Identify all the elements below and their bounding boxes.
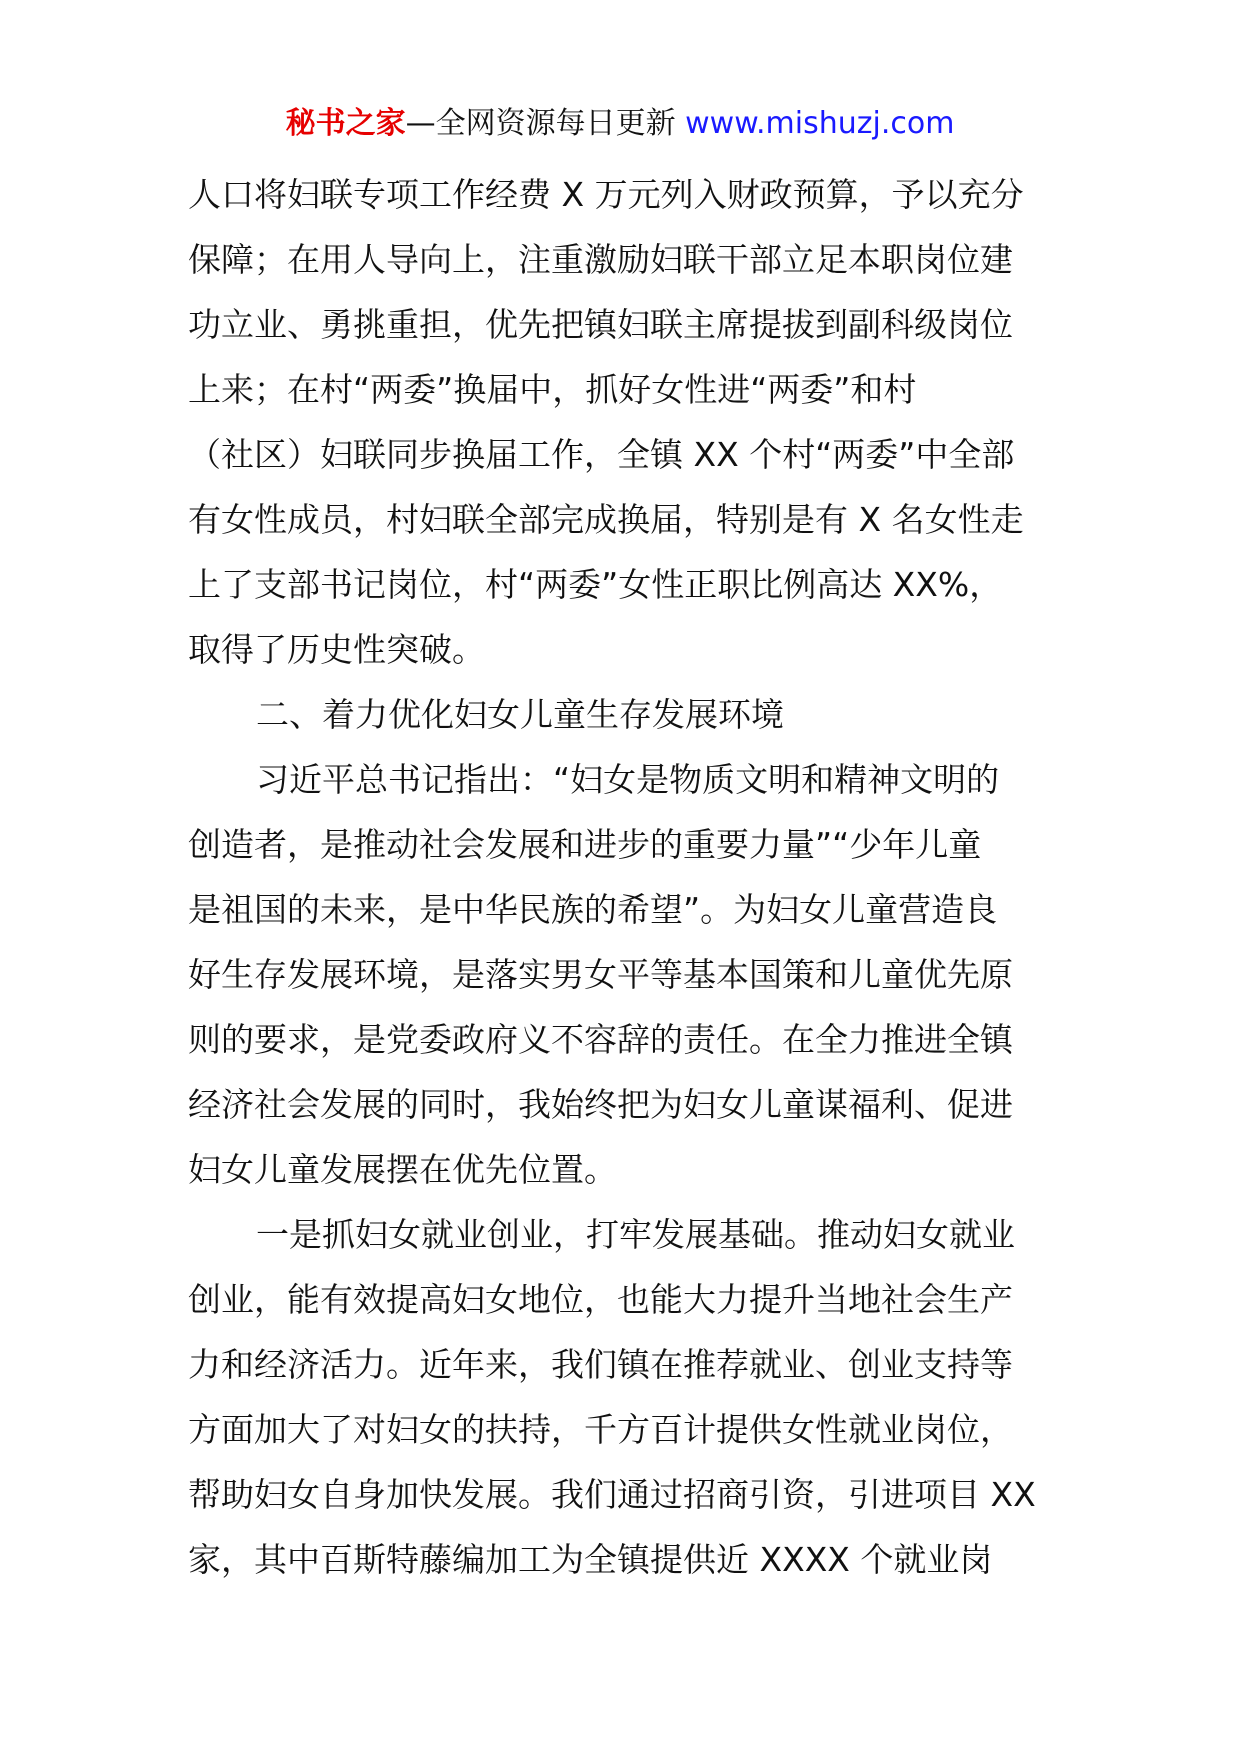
text-line: 妇女儿童发展摆在优先位置。 — [188, 1150, 617, 1189]
site-header — [0, 104, 1240, 144]
text-line: 二、着力优化妇女儿童生存发展环境 — [256, 695, 784, 734]
text-line: 人口将妇联专项工作经费 X 万元列入财政预算，予以充分 — [188, 175, 1024, 214]
text-line: 有女性成员，村妇联全部完成换届，特别是有 X 名女性走 — [188, 500, 1024, 539]
text-line: 家，其中百斯特藤编加工为全镇提供近 XXXX 个就业岗 — [188, 1540, 993, 1579]
text-line: 是祖国的未来，是中华民族的希望”。为妇女儿童营造良 — [188, 890, 998, 929]
document-body — [188, 162, 1068, 1592]
site-brand: 秘书之家 — [285, 106, 406, 141]
text-line: 创造者，是推动社会发展和进步的重要力量”“少年儿童 — [188, 825, 982, 864]
text-line: 创业，能有效提高妇女地位，也能大力提升当地社会生产 — [188, 1280, 1013, 1319]
text-line: 上了支部书记岗位，村“两委”女性正职比例高达 XX%， — [188, 565, 1003, 604]
text-line: 力和经济活力。近年来，我们镇在推荐就业、创业支持等 — [188, 1345, 1013, 1384]
text-line: 习近平总书记指出：“妇女是物质文明和精神文明的 — [256, 760, 1000, 799]
text-line: 经济社会发展的同时，我始终把为妇女儿童谋福利、促进 — [188, 1085, 1013, 1124]
text-line: 一是抓妇女就业创业，打牢发展基础。推动妇女就业 — [256, 1215, 1015, 1254]
text-line: 帮助妇女自身加快发展。我们通过招商引资，引进项目 XX — [188, 1475, 1036, 1514]
text-line: 则的要求，是党委政府义不容辞的责任。在全力推进全镇 — [188, 1020, 1013, 1059]
site-url-link[interactable]: www.mishuzj.com — [685, 106, 955, 141]
text-line: 上来；在村“两委”换届中，抓好女性进“两委”和村 — [188, 370, 917, 409]
site-tagline: —全网资源每日更新 — [405, 106, 676, 141]
text-line: 保障；在用人导向上，注重激励妇联干部立足本职岗位建 — [188, 240, 1013, 279]
text-line: （社区）妇联同步换届工作，全镇 XX 个村“两委”中全部 — [188, 435, 1015, 474]
text-line: 功立业、勇挑重担，优先把镇妇联主席提拔到副科级岗位 — [188, 305, 1013, 344]
text-line: 取得了历史性突破。 — [188, 630, 485, 669]
text-line: 好生存发展环境，是落实男女平等基本国策和儿童优先原 — [188, 955, 1013, 994]
text-line: 方面加大了对妇女的扶持，千方百计提供女性就业岗位， — [188, 1410, 1013, 1449]
